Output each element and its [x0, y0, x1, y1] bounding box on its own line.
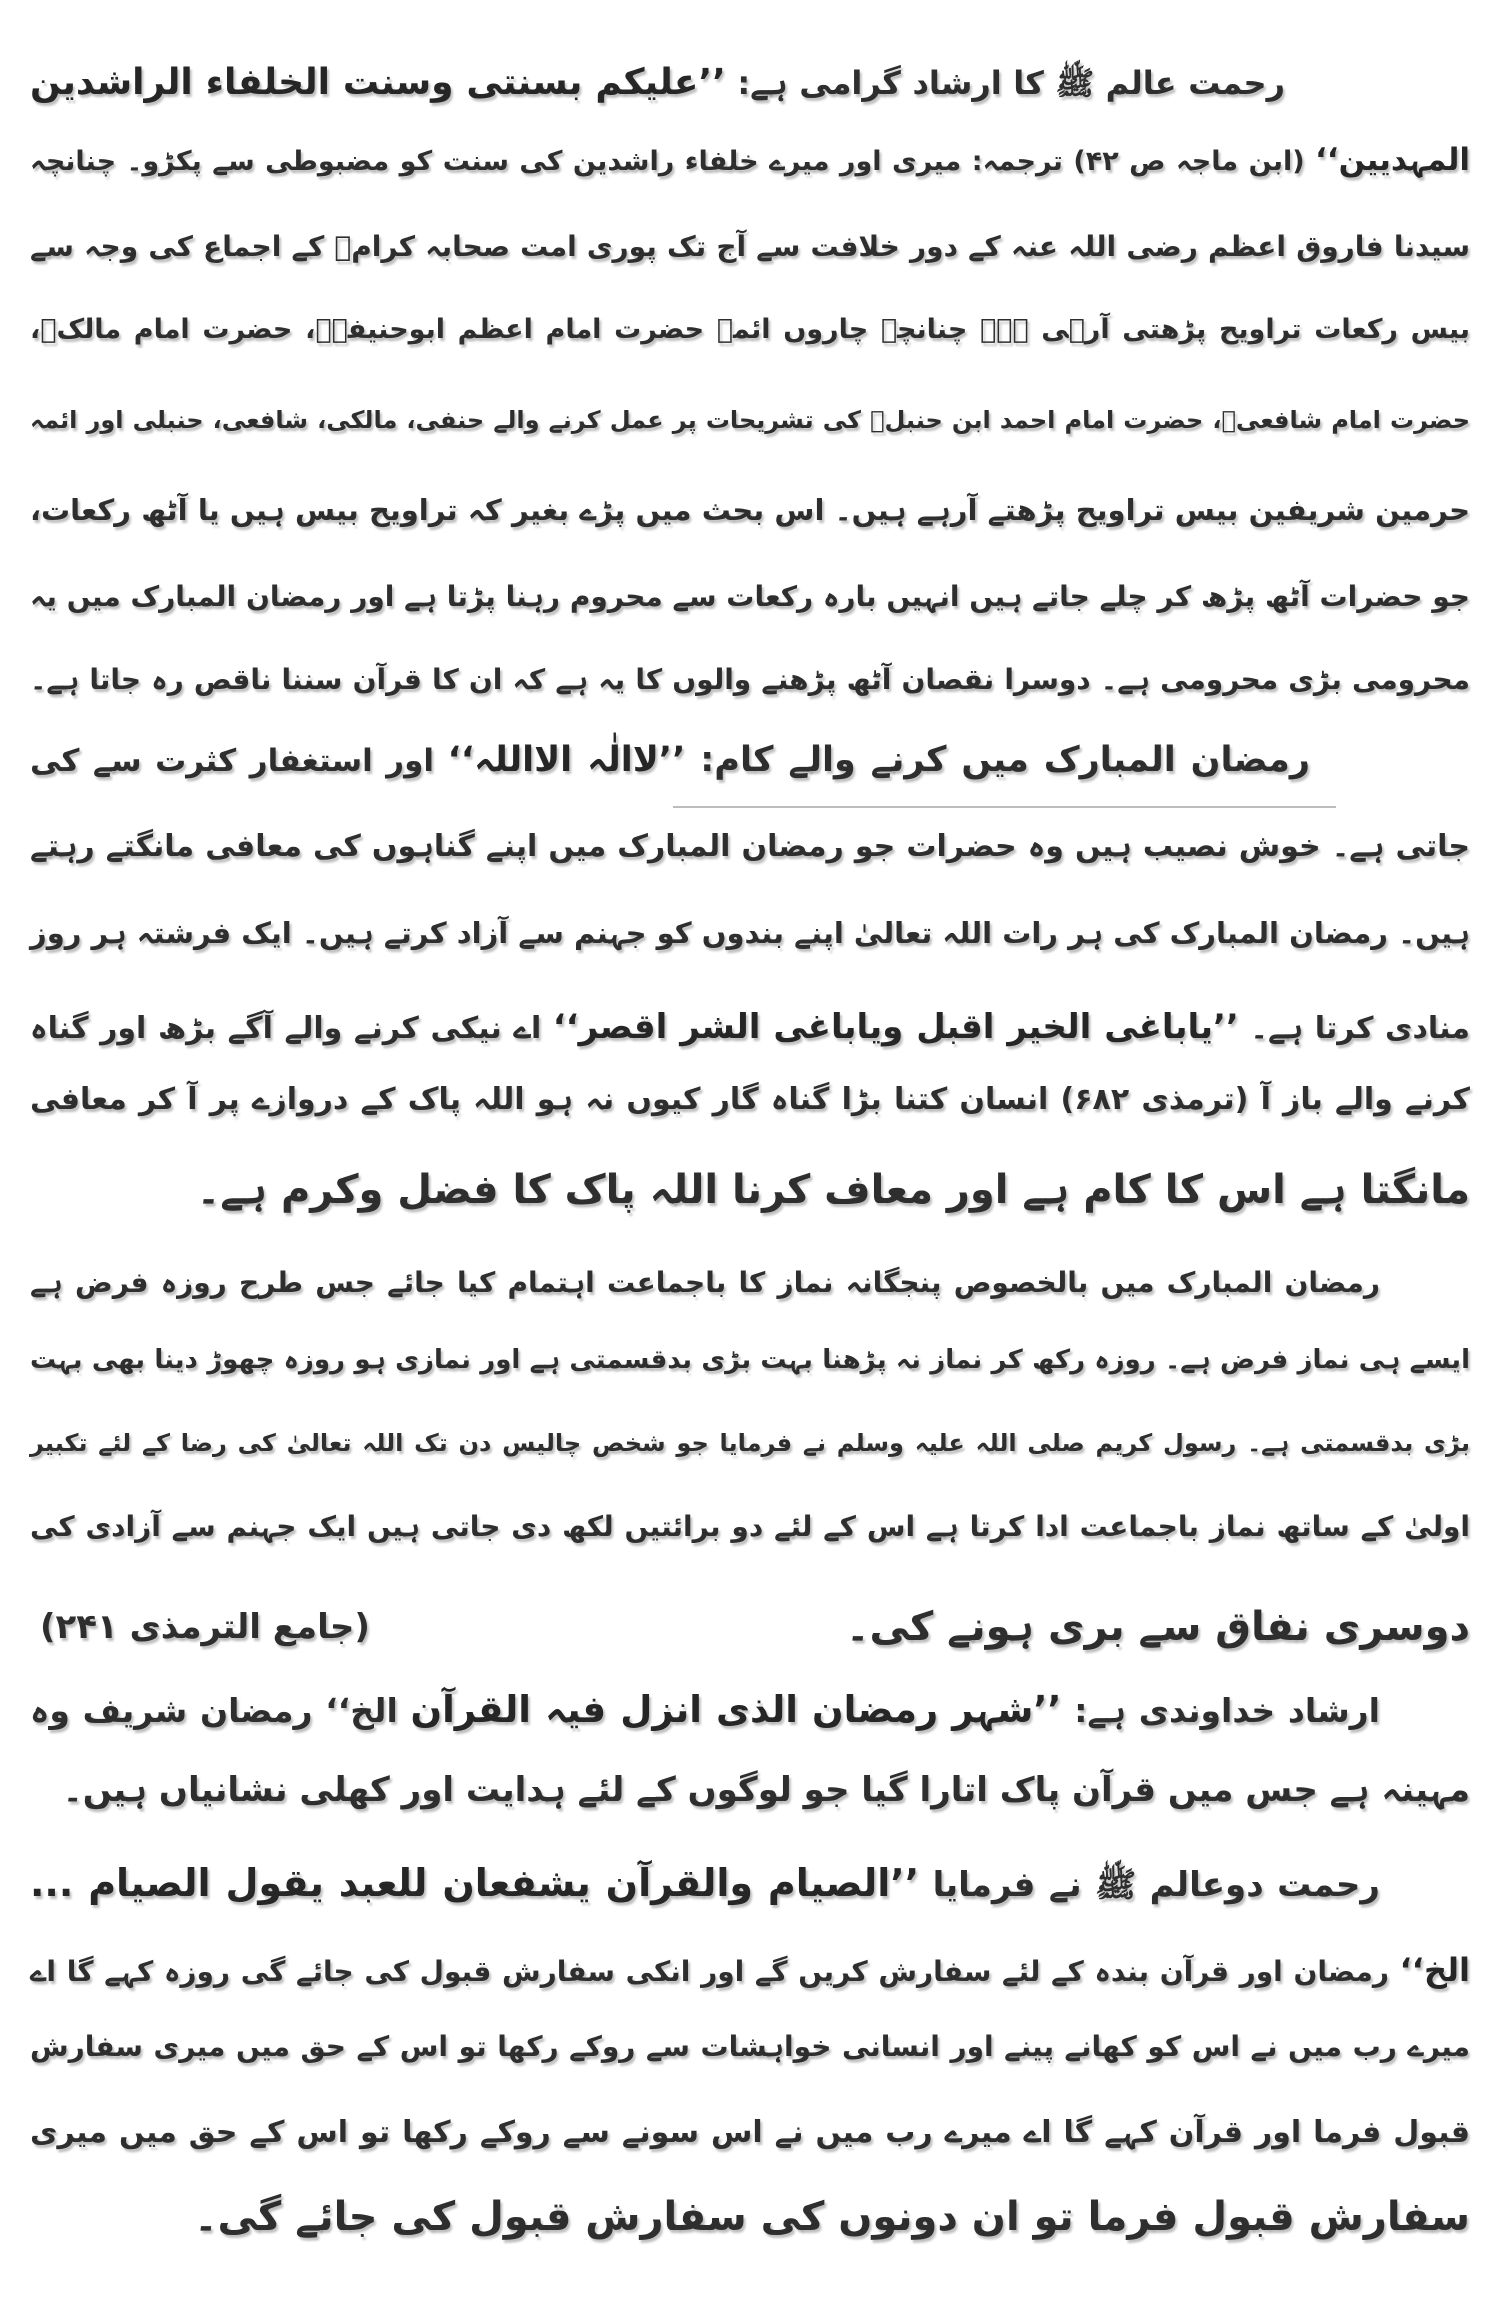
arabic-quotation: ’’لاالٰہ الااللہ‘‘ — [447, 740, 686, 780]
text-segment: میرے رب میں نے اس کو کھانے پینے اور انسانی خواہشات سے روکے رکھا تو اس کے حق میں میری سفارش — [30, 2030, 1470, 2063]
section-heading: رمضان المبارک میں کرنے والے کام: — [685, 740, 1310, 780]
text-line — [30, 1747, 1470, 1833]
text-segment: مانگتا ہے اس کا کام ہے اور معاف کرنا اللہ پاک کا فضل وکرم ہے۔ — [196, 1167, 1470, 1213]
text-segment: کرنے والے باز آ (ترمذی ۶۸۲) انسان کتنا بڑا گناہ گار کیوں نہ ہو اللہ پاک کے دروازے پر آ کر معافی — [30, 1082, 1470, 1117]
text-segment: سیدنا فاروق اعظم رضی اللہ عنہ کے دور خلافت سے آج تک پوری امت صحابہ کرامؓ کے اجماع کی وجہ سے — [30, 230, 1470, 263]
text-segment: مہینہ ہے جس میں قرآن پاک اتارا گیا جو لوگوں کے لئے ہدایت اور کھلی نشانیاں ہیں۔ — [62, 1770, 1470, 1810]
text-segment: رمضان اور قرآن بندہ کے لئے سفارش کریں گے اور انکی سفارش قبول کی جائے گی روزہ کہے گا اے — [30, 1955, 1400, 1988]
text-segment: رمضان المبارک میں بالخصوص پنجگانہ نماز کا باجماعت اہتمام کیا جائے جس طرح روزہ فرض ہے — [30, 1266, 1380, 1299]
text-segment: الخ‘‘ رمضان شریف وہ — [30, 1691, 411, 1730]
text-segment: جاتی ہے۔ خوش نصیب ہیں وہ حضرات جو رمضان المبارک میں اپنے گناہوں کی معافی مانگتے رہتے — [30, 829, 1470, 864]
text-segment: اے نیکی کرنے والے آگے بڑھ اور گناہ — [30, 1011, 553, 1046]
text-line — [30, 117, 1470, 203]
arabic-quotation: المہدیین‘‘ — [1315, 142, 1470, 178]
text-line — [30, 377, 1470, 463]
text-line — [30, 890, 1470, 976]
text-line — [30, 1147, 1470, 1233]
text-segment: منادی کرتا ہے۔ — [1238, 1011, 1470, 1046]
text-segment: اور استغفار کثرت سے کی — [30, 743, 448, 779]
text-line — [30, 637, 1470, 723]
text-line — [30, 1840, 1380, 1926]
text-segment: سفارش قبول فرما تو ان دونوں کی سفارش قبول کی جائے گی۔ — [194, 2194, 1470, 2240]
text-line — [30, 1484, 1470, 1570]
text-segment: قبول فرما اور قرآن کہے گا اے میرے رب میں نے اس سونے سے روکے رکھا تو اس کے حق میں میری — [30, 2115, 1470, 2150]
text-line — [30, 1240, 1380, 1326]
text-segment: رحمت دوعالم ﷺ نے فرمایا — [919, 1865, 1380, 1905]
text-segment: بڑی بدقسمتی ہے۔ رسول کریم صلی اللہ علیہ وسلم نے فرمایا جو شخص چالیس دن تک اللہ تعالیٰ کی رضا کے لئے تکبیر — [30, 1429, 1470, 1457]
arabic-quotation: ’’الصیام والقرآن یشفعان للعبد یقول الصیام ... — [30, 1861, 920, 1905]
text-line — [30, 287, 1470, 373]
text-segment: محرومی بڑی محرومی ہے۔ دوسرا نقصان آٹھ پڑھنے والوں کا یہ ہے کہ ان کا قرآن سننا ناقص رہ جاتا ہے۔ — [30, 663, 1470, 696]
text-segment: حرمین شریفین بیس تراویح پڑھتے آرہے ہیں۔ اس بحث میں پڑے بغیر کہ تراویح بیس ہیں یا آٹھ رکعات، — [30, 493, 1470, 527]
text-line — [30, 1400, 1470, 1486]
text-line — [30, 2090, 1470, 2176]
text-line — [30, 40, 1285, 126]
text-segment: دوسری نفاق سے بری ہونے کی۔ — [846, 1604, 1470, 1650]
text-line — [30, 204, 1470, 290]
arabic-quotation: ’’شہر رمضان الذی انزل فیہ القرآن — [410, 1688, 1062, 1731]
text-line — [30, 1317, 1470, 1403]
text-line — [30, 804, 1470, 890]
text-line — [30, 2004, 1470, 2090]
text-segment: ارشاد خداوندی ہے: — [1061, 1691, 1380, 1730]
text-segment: اولیٰ کے ساتھ نماز باجماعت ادا کرتا ہے اس کے لئے دو برائتیں لکھ دی جاتی ہیں ایک جہنم سے آزادی کی — [30, 1510, 1470, 1543]
heading-underline — [673, 806, 1336, 808]
text-line — [30, 1057, 1470, 1143]
text-line — [30, 554, 1470, 640]
text-line — [30, 467, 1470, 553]
text-segment: ایسے ہی نماز فرض ہے۔ روزہ رکھ کر نماز نہ پڑھنا بہت بڑی بدقسمتی ہے اور نمازی ہو روزہ چھوڑ دینا بھی بہت — [30, 1345, 1470, 1375]
text-segment: حضرت امام شافعیؒ، حضرت امام احمد ابن حنبلؒ کی تشریحات پر عمل کرنے والے حنفی، مالکی، شافعی، حنبلی اور ائمہ — [30, 406, 1470, 434]
text-segment: جو حضرات آٹھ پڑھ کر چلے جاتے ہیں انہیں بارہ رکعات سے محروم رہنا پڑتا ہے اور رمضان المبارک میں یہ — [30, 580, 1470, 613]
arabic-quotation: ’’یاباغی الخیر اقبل ویاباغی الشر اقصر‘‘ — [552, 1007, 1239, 1047]
text-line — [30, 1667, 1380, 1753]
arabic-quotation: ’’علیکم بسنتی وسنت الخلفاء الراشدین — [30, 62, 726, 103]
text-segment: ہیں۔ رمضان المبارک کی ہر رات اللہ تعالیٰ اپنے بندوں کو جہنم سے آزاد کرتے ہیں۔ ایک فرشتہ ہر روز — [30, 916, 1470, 950]
text-line — [30, 2174, 1470, 2260]
text-segment: بیس رکعات تراویح پڑھتی آرہی ہے۔ چنانچہ چاروں ائمہ حضرت امام اعظم ابوحنیفہؒ، حضرت امام مالکؒ، — [30, 314, 1470, 345]
text-line — [30, 717, 1310, 803]
arabic-quotation: الخ‘‘ — [1399, 1951, 1470, 1989]
text-segment: (ابن ماجہ ص ۴۲) ترجمہ: میری اور میرے خلفاء راشدین کی سنت کو مضبوطی سے پکڑو۔ چنانچہ — [30, 146, 1316, 177]
citation-tirmidhi: (جامع الترمذی ۲۴۱) — [40, 1607, 370, 1647]
text-segment: رحمت عالم ﷺ کا ارشاد گرامی ہے: — [725, 64, 1286, 102]
text-line — [30, 1927, 1470, 2013]
